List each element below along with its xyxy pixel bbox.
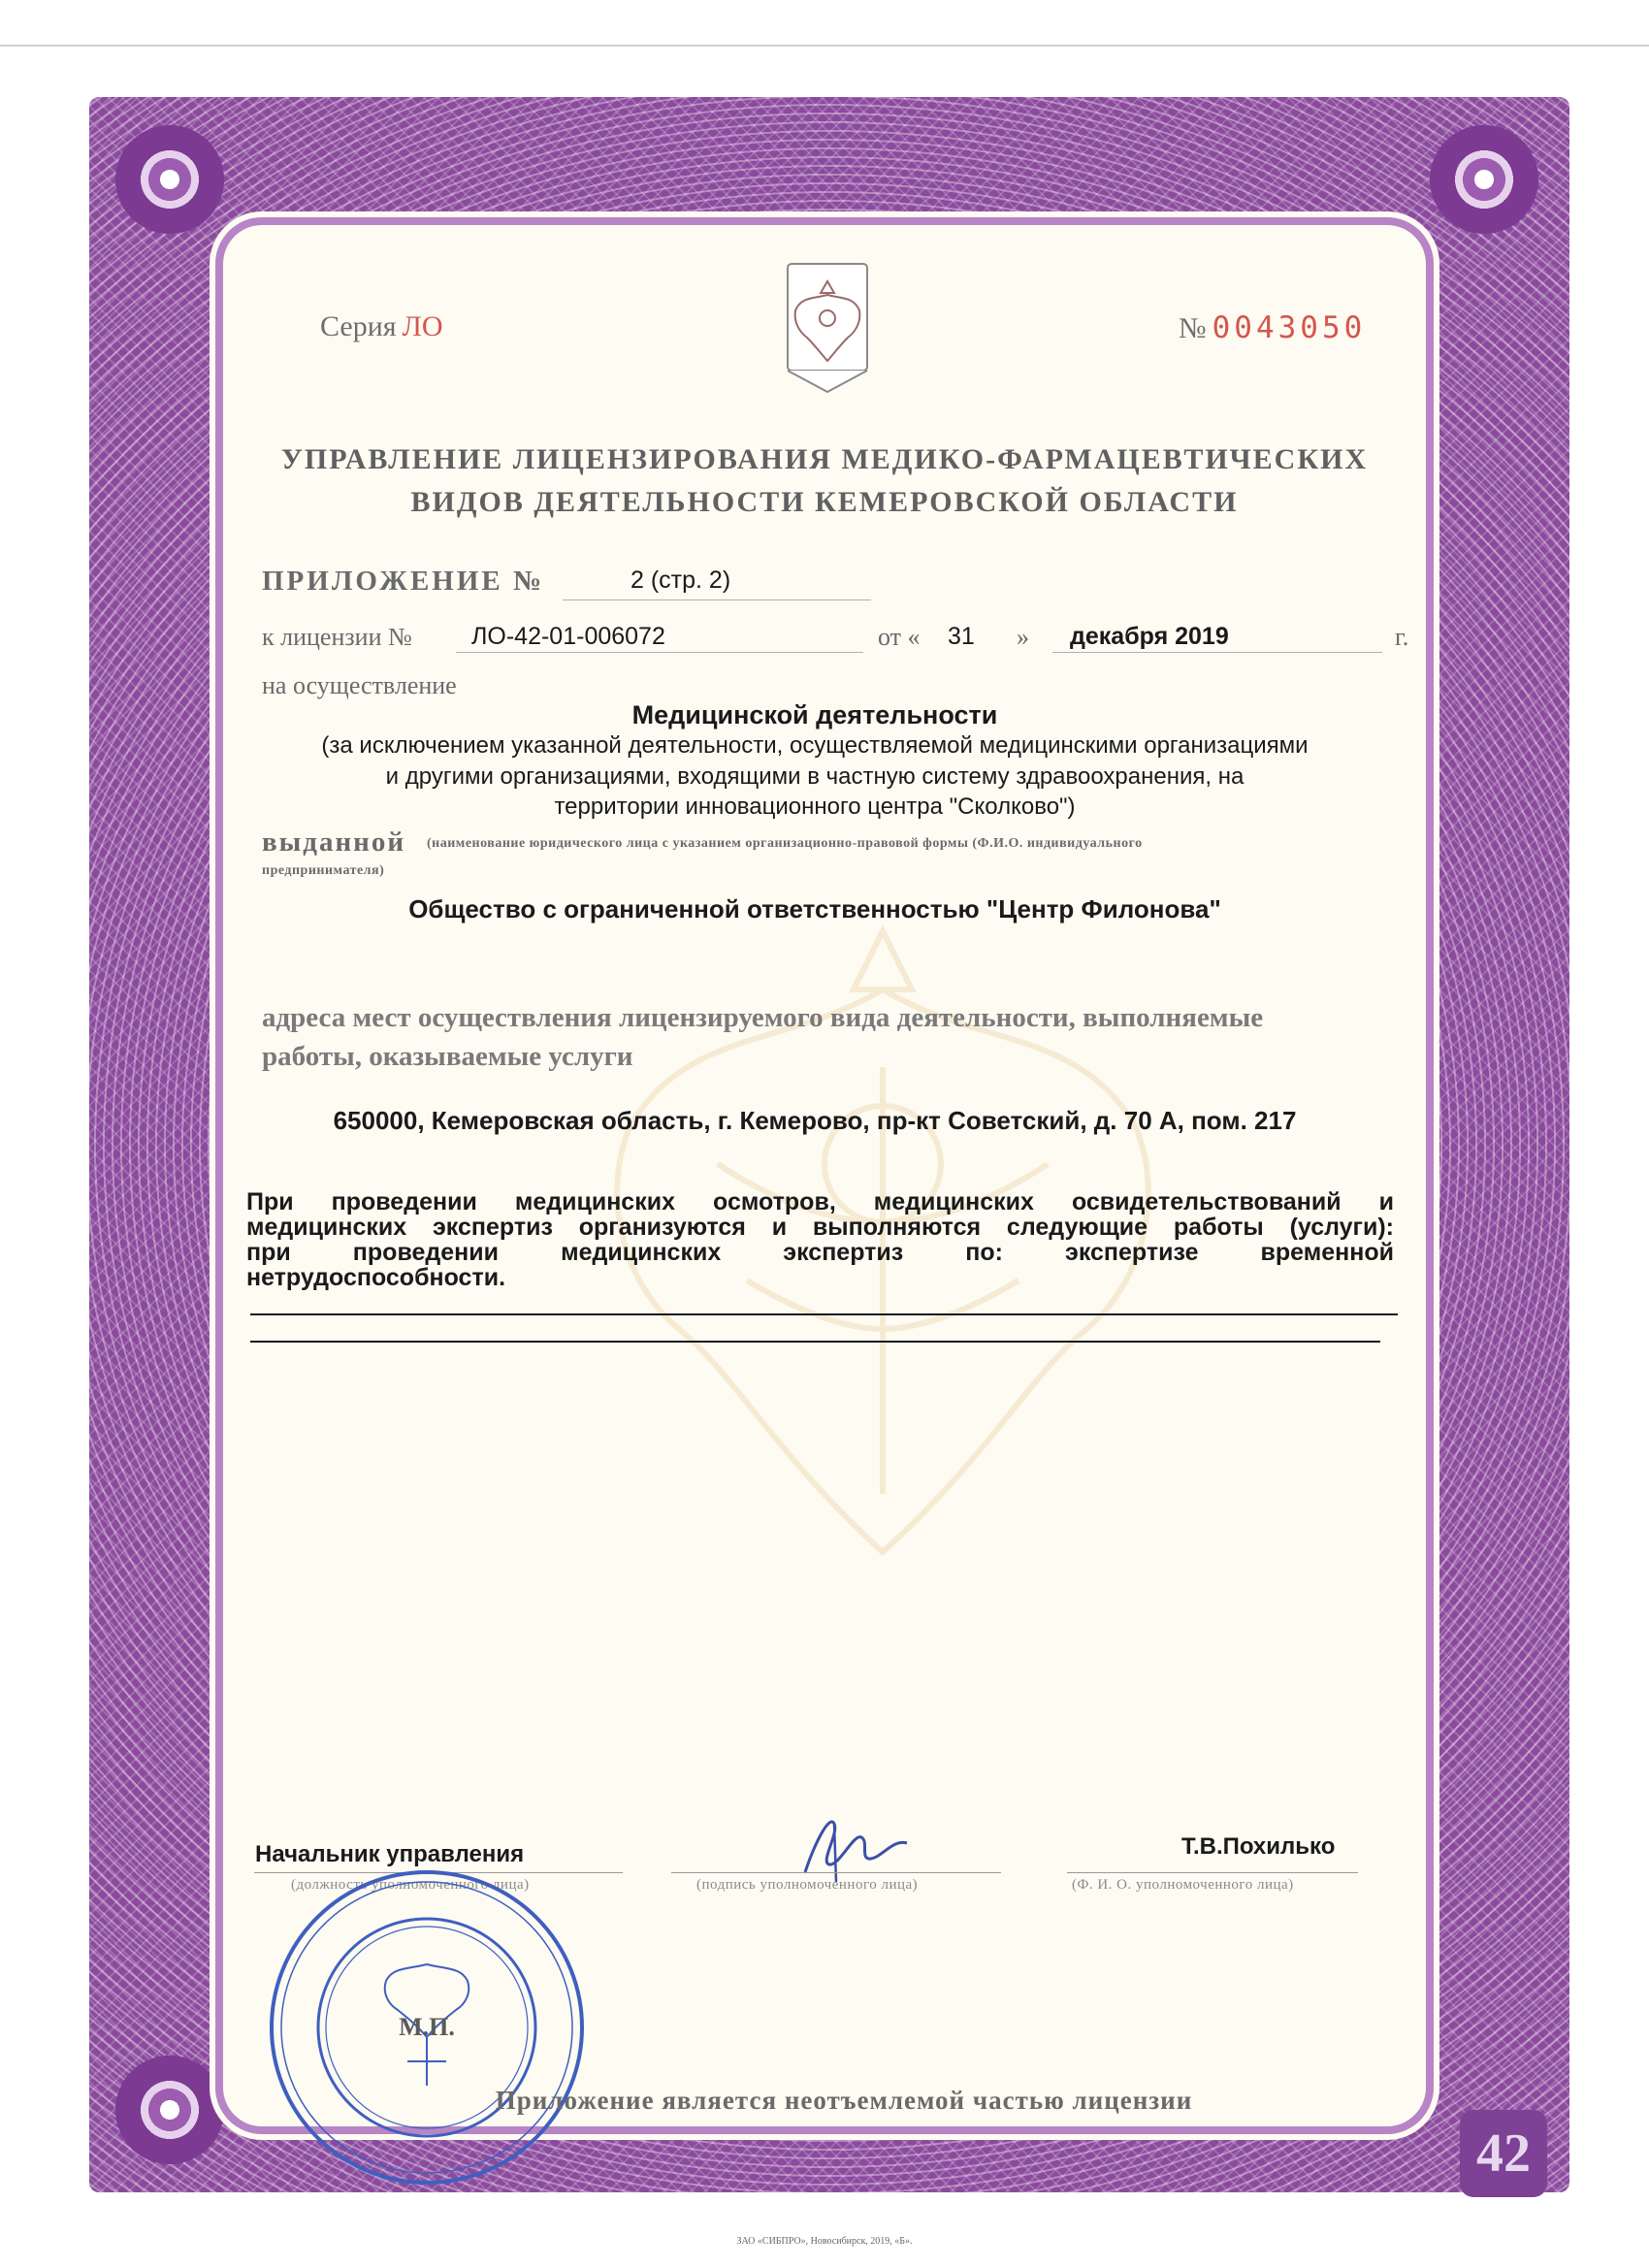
activity-note-line-2: и другими организациями, входящими в частную систему здравоохранения, на xyxy=(385,763,1245,790)
integral-part-note: Приложение является неотъемлемой частью лицензии xyxy=(495,2086,1193,2115)
activity-label: на осуществление xyxy=(262,671,457,699)
activity-address: 650000, Кемеровская область, г. Кемерово, пр-кт Советский, д. 70 А, пом. 217 xyxy=(333,1106,1297,1135)
issued-hint-line-2: предпринимателя) xyxy=(262,863,385,878)
corner-rosette-top-left xyxy=(97,107,242,252)
license-label: к лицензии № xyxy=(262,623,412,651)
signatory-position: Начальник управления xyxy=(255,1841,525,1867)
license-number: ЛО-42-01-006072 xyxy=(471,623,665,650)
appendix-label: ПРИЛОЖЕНИЕ № xyxy=(262,566,545,597)
name-line xyxy=(1067,1872,1358,1873)
closing-rule-2 xyxy=(250,1341,1380,1343)
series-value: ЛО xyxy=(402,310,443,342)
license-month-year: декабря 2019 xyxy=(1070,623,1229,650)
number-label: № xyxy=(1179,312,1207,344)
authority-line-1: УПРАВЛЕНИЕ ЛИЦЕНЗИРОВАНИЯ МЕДИКО-ФАРМАЦЕВТИЧЕСКИХ xyxy=(280,443,1369,475)
name-caption: (Ф. И. О. уполномоченного лица) xyxy=(1072,1877,1294,1893)
corner-rosette-top-right xyxy=(1411,107,1557,252)
signatory-name: Т.В.Похилько xyxy=(1181,1833,1336,1860)
addresses-label-line-2: работы, оказываемые услуги xyxy=(262,1041,633,1072)
series-field xyxy=(320,310,443,343)
appendix-value: 2 (стр. 2) xyxy=(630,567,731,594)
services-line-4: нетрудоспособности. xyxy=(246,1264,506,1291)
form-number-field xyxy=(1179,310,1366,345)
position-caption: (должность уполномоченного лица) xyxy=(291,1877,530,1893)
license-date-close: » xyxy=(1017,623,1029,651)
corner-rosette-bottom-left xyxy=(97,2037,242,2183)
issuing-authority xyxy=(262,438,1387,524)
series-label: Серия xyxy=(320,310,397,342)
organization-name: Общество с ограниченной ответственностью "Центр Филонова" xyxy=(408,894,1221,923)
license-day: 31 xyxy=(948,623,975,650)
authority-line-2: ВИДОВ ДЕЯТЕЛЬНОСТИ КЕМЕРОВСКОЙ ОБЛАСТИ xyxy=(410,486,1239,518)
addresses-label-line-1: адреса мест осуществления лицензируемого вида деятельности, выполняемые xyxy=(262,1002,1264,1033)
closing-rule-1 xyxy=(250,1313,1398,1315)
services-line-1: При проведении медицинских осмотров, медицинских освидетельствований и xyxy=(246,1188,1394,1215)
activity-note-line-1: (за исключением указанной деятельности, осуществляемой медицинскими организациями xyxy=(321,732,1309,759)
services-line-3: при проведении медицинских экспертиз по: экспертизе временной xyxy=(246,1239,1394,1266)
license-year-suffix: г. xyxy=(1395,623,1409,651)
issued-hint-line-1: (наименование юридического лица с указанием организационно-правовой формы (Ф.И.О. индивидуального xyxy=(427,836,1143,851)
license-number-underline xyxy=(456,652,863,653)
license-date-underline xyxy=(1052,652,1382,653)
region-code: 42 xyxy=(1476,2123,1531,2184)
activity-note-line-3: территории инновационного центра "Сколково") xyxy=(554,794,1076,820)
signature-line xyxy=(671,1872,1001,1873)
stamp-mp: М.П. xyxy=(399,2013,455,2041)
license-date-open: от « xyxy=(878,623,921,651)
appendix-underline xyxy=(563,599,871,600)
printer-imprint: ЗАО «СИБПРО», Новосибирск, 2019, «Б». xyxy=(736,2236,913,2247)
services-paragraph xyxy=(246,1189,1394,1290)
signature-caption: (подпись уполномоченного лица) xyxy=(696,1877,919,1893)
scan-edge-line xyxy=(0,45,1649,47)
coat-of-arms-emblem xyxy=(784,260,871,396)
activity-title: Медицинской деятельности xyxy=(631,700,998,729)
issued-label: выданной xyxy=(262,826,406,858)
official-seal xyxy=(262,1863,592,2192)
services-line-2: медицинских экспертиз организуются и выполняются следующие работы (услуги): xyxy=(246,1214,1394,1241)
number-value: 0043050 xyxy=(1212,310,1367,345)
region-code-badge xyxy=(1460,2110,1547,2197)
